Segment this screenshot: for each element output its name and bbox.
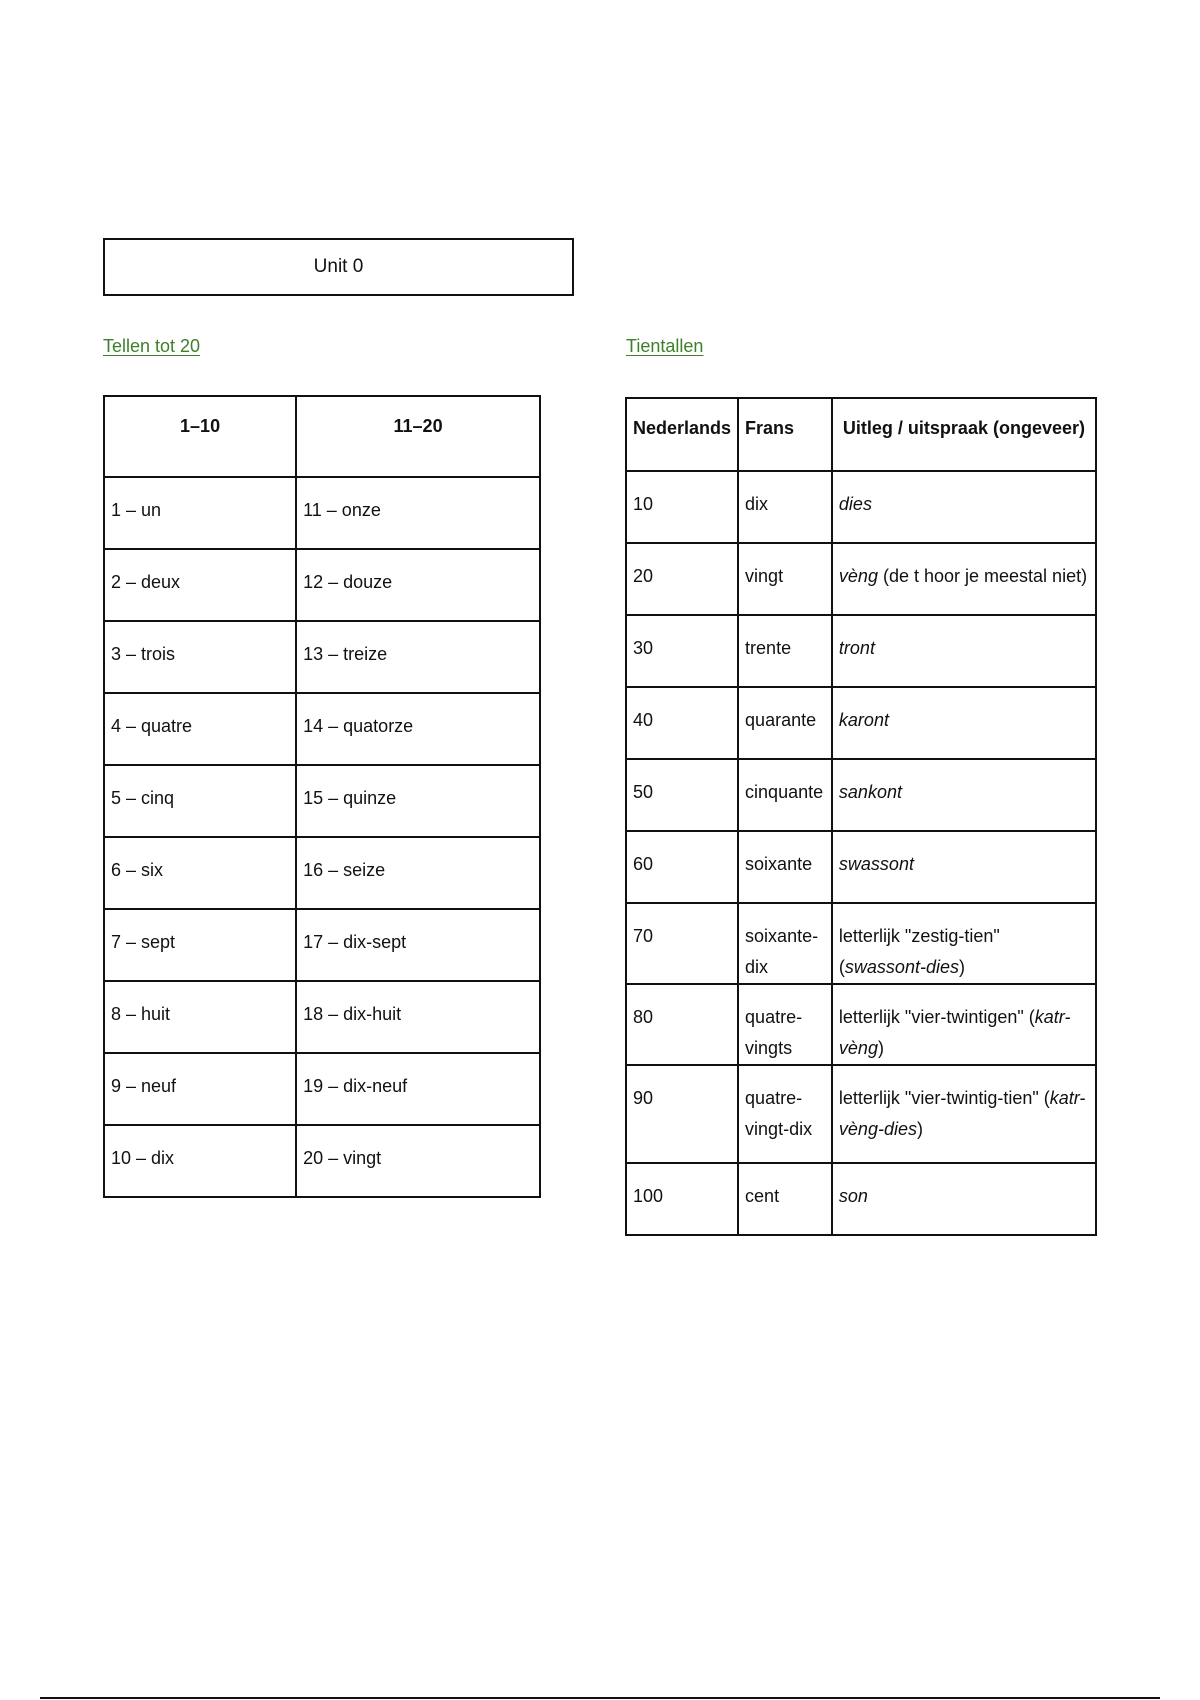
table-row — [626, 759, 1096, 831]
table-row — [626, 687, 1096, 759]
table-cell: 3 – trois — [104, 621, 296, 693]
table-cell: letterlijk "vier-twintig-tien" (katr-vèng-dies) — [832, 1065, 1096, 1163]
table-cell: 5 – cinq — [104, 765, 296, 837]
unit-title-box — [103, 238, 574, 296]
table-cell: 14 – quatorze — [296, 693, 540, 765]
table-cell: 70 — [626, 903, 738, 984]
table-cell: 10 – dix — [104, 1125, 296, 1197]
table-cell: 50 — [626, 759, 738, 831]
table-cell: son — [832, 1163, 1096, 1235]
table-row — [104, 765, 540, 837]
column-header-frans: Frans — [738, 398, 832, 471]
column-header: 11–20 — [296, 396, 540, 477]
table-cell: cent — [738, 1163, 832, 1235]
table-row — [104, 1053, 540, 1125]
table-cell: letterlijk "vier-twintigen" (katr-vèng) — [832, 984, 1096, 1065]
table-cell: 1 – un — [104, 477, 296, 549]
table-cell: 4 – quatre — [104, 693, 296, 765]
table-cell: swassont — [832, 831, 1096, 903]
table-cell: tront — [832, 615, 1096, 687]
table-cell: 15 – quinze — [296, 765, 540, 837]
table-row — [626, 1065, 1096, 1163]
table-row — [626, 1163, 1096, 1235]
table-row — [104, 477, 540, 549]
table-cell: sankont — [832, 759, 1096, 831]
table-cell: soixante-dix — [738, 903, 832, 984]
table-cell: 9 – neuf — [104, 1053, 296, 1125]
table-row — [626, 471, 1096, 543]
table-header-row — [626, 398, 1096, 471]
table-cell: 80 — [626, 984, 738, 1065]
table-row — [104, 549, 540, 621]
table-row — [626, 984, 1096, 1065]
table-row — [104, 621, 540, 693]
table-row — [104, 981, 540, 1053]
table-row — [104, 909, 540, 981]
table-cell: trente — [738, 615, 832, 687]
table-row — [626, 903, 1096, 984]
table-row — [104, 693, 540, 765]
table-cell: 7 – sept — [104, 909, 296, 981]
table-cell: 2 – deux — [104, 549, 296, 621]
table-row — [104, 1125, 540, 1197]
table-cell: karont — [832, 687, 1096, 759]
table-row — [626, 615, 1096, 687]
tellen-tot-20-link[interactable]: Tellen tot 20 — [103, 336, 201, 356]
table-cell: 6 – six — [104, 837, 296, 909]
column-header-uitleg: Uitleg / uitspraak (ongeveer) — [832, 398, 1096, 471]
table-cell: dies — [832, 471, 1096, 543]
footer-divider — [40, 1697, 1160, 1699]
table-cell: quatre-vingts — [738, 984, 832, 1065]
table-row — [626, 831, 1096, 903]
table-cell: letterlijk "zestig-tien" (swassont-dies) — [832, 903, 1096, 984]
table-cell: 100 — [626, 1163, 738, 1235]
table-cell: 18 – dix-huit — [296, 981, 540, 1053]
table-cell: 19 – dix-neuf — [296, 1053, 540, 1125]
table-cell: 12 – douze — [296, 549, 540, 621]
tens-table — [625, 397, 1097, 1236]
table-cell: vingt — [738, 543, 832, 615]
table-cell: quatre-vingt-dix — [738, 1065, 832, 1163]
table-cell: 90 — [626, 1065, 738, 1163]
table-cell: quarante — [738, 687, 832, 759]
table-cell: 20 – vingt — [296, 1125, 540, 1197]
column-header-nederlands: Nederlands — [626, 398, 738, 471]
table-cell: 11 – onze — [296, 477, 540, 549]
table-cell: soixante — [738, 831, 832, 903]
table-cell: 16 – seize — [296, 837, 540, 909]
tientallen-link[interactable]: Tientallen — [626, 336, 704, 356]
table-cell: 20 — [626, 543, 738, 615]
table-cell: dix — [738, 471, 832, 543]
table-cell: 8 – huit — [104, 981, 296, 1053]
column-header: 1–10 — [104, 396, 296, 477]
table-row — [104, 837, 540, 909]
table-cell: 17 – dix-sept — [296, 909, 540, 981]
table-cell: 60 — [626, 831, 738, 903]
table-header-row — [104, 396, 540, 477]
table-cell: 10 — [626, 471, 738, 543]
table-cell: vèng (de t hoor je meestal niet) — [832, 543, 1096, 615]
table-cell: 40 — [626, 687, 738, 759]
unit-title: Unit 0 — [313, 256, 364, 277]
table-cell: cinquante — [738, 759, 832, 831]
counting-table — [103, 395, 541, 1198]
table-cell: 13 – treize — [296, 621, 540, 693]
table-row — [626, 543, 1096, 615]
table-cell: 30 — [626, 615, 738, 687]
